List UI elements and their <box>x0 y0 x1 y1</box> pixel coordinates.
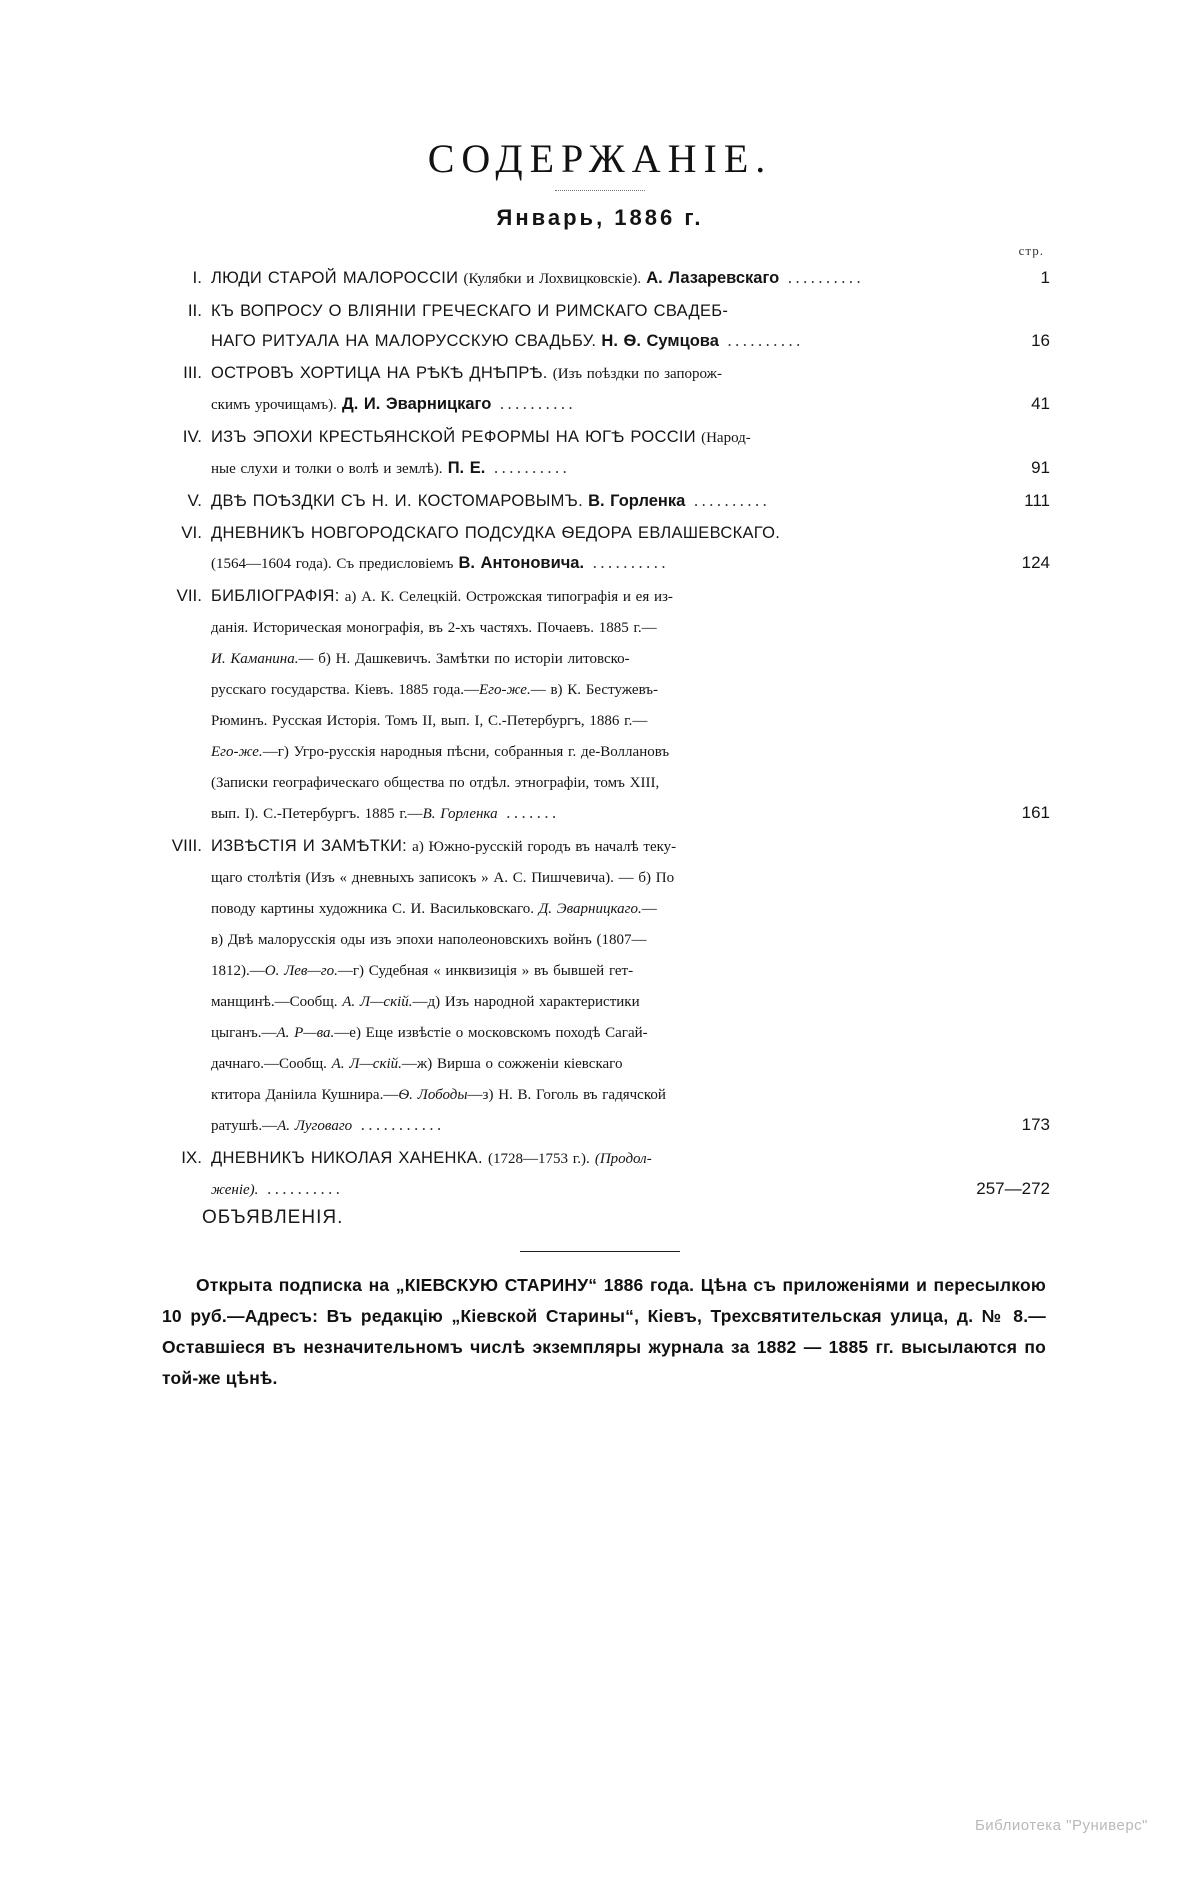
toc-entry-title: ные слухи и толки о волѣ и землѣ). П. Е. .......... <box>211 458 571 477</box>
toc-entry-line: цыганъ.—А. Р—ва.—е) Еще извѣстіе о московскомъ походѣ Сагай- <box>211 1025 648 1041</box>
toc-entry-line: в) Двѣ малорусскія оды изъ эпохи наполеоновскихъ войнъ (1807— <box>211 932 647 948</box>
toc-entry-last-line <box>211 1174 1050 1205</box>
toc-entry-last-line <box>211 326 1050 356</box>
toc-entry-line: БИБЛІОГРАФІЯ: а) А. К. Селецкій. Острожская типографія и ея из- <box>211 587 673 605</box>
toc-entry-line: 1812).—О. Лев—го.—г) Судебная « инквизиція » въ бывшей гет- <box>211 963 634 979</box>
library-watermark: Библиотека "Руниверс" <box>974 1817 1148 1834</box>
toc-entry-page: 1 <box>1040 268 1050 287</box>
toc-entry-line: И. Каманина.— б) Н. Дашкевичъ. Замѣтки по исторіи литовско- <box>211 651 630 667</box>
toc-entry-line: щаго столѣтія (Изъ « дневныхъ записокъ » А. С. Пишчевича). — б) По <box>211 870 675 886</box>
toc-entry-line: дачнаго.—Сообщ. А. Л—скій.—ж) Вирша о сожженіи кіевскаго <box>211 1056 623 1072</box>
toc-entry-number: VIII. <box>171 836 202 855</box>
toc-leader-dots: ....... <box>497 803 560 822</box>
toc-entry-last-line <box>211 486 1050 516</box>
toc-entry-number: IV. <box>182 427 202 446</box>
toc-entry[interactable] <box>150 486 1050 516</box>
toc-entry-last-line <box>211 453 1050 484</box>
toc-entry-title: ратушѣ.—А. Луговаго ........... <box>211 1115 445 1134</box>
section-divider <box>520 1251 680 1252</box>
toc-entry[interactable] <box>150 296 1050 356</box>
toc-entry-body <box>211 422 1050 484</box>
toc-leader-dots: .......... <box>491 394 577 413</box>
toc-leader-dots: .......... <box>685 491 771 510</box>
toc-entry-number: V. <box>187 491 202 510</box>
toc-entry[interactable] <box>150 422 1050 484</box>
toc-entry-page: 111 <box>1024 491 1050 510</box>
toc-entry-last-line <box>211 389 1050 420</box>
toc-leader-dots: ........... <box>352 1115 445 1134</box>
toc-entry-body <box>211 1143 1050 1205</box>
toc-entry-page: 41 <box>1031 394 1050 413</box>
toc-entry[interactable] <box>150 1143 1050 1205</box>
toc-entry-page: 173 <box>1021 1115 1050 1134</box>
issue-subtitle: Январь, 1886 г. <box>496 205 704 230</box>
toc-entry-title: ДВѢ ПОѢЗДКИ СЪ Н. И. КОСТОМАРОВЫМЪ. В. Горленка .......... <box>211 491 771 510</box>
toc-entry-page: 16 <box>1031 331 1050 350</box>
toc-entry-line: манщинѣ.—Сообщ. А. Л—скій.—д) Изъ народной характеристики <box>211 994 640 1010</box>
toc-entry-line: ДНЕВНИКЪ НОВГОРОДСКАГО ПОДСУДКА ѲЕДОРА ЕВЛАШЕВСКАГО. <box>211 524 781 542</box>
toc-entry-line: Его-же.—г) Угро-русскія народныя пѣсни, собранныя г. де-Воллановъ <box>211 744 670 760</box>
toc-entry[interactable] <box>150 518 1050 579</box>
toc-leader-dots: .......... <box>718 331 804 350</box>
toc-entry[interactable] <box>150 263 1050 294</box>
toc-entry-number: IX. <box>181 1148 202 1167</box>
toc-leader-dots: .......... <box>258 1179 344 1198</box>
toc-entry-line: Рюминъ. Русская Исторія. Томъ II, вып. I, С.-Петербургъ, 1886 г.— <box>211 713 648 729</box>
toc-entry[interactable] <box>150 581 1050 829</box>
toc-entry-line: ДНЕВНИКЪ НИКОЛАЯ ХАНЕНКА. (1728—1753 г.). (Продол- <box>211 1149 652 1167</box>
toc-entry-number: I. <box>192 268 202 287</box>
toc-entry-line: русскаго государства. Кіевъ. 1885 года.—Его-же.— в) К. Бестужевъ- <box>211 682 659 698</box>
toc-entry-number: VII. <box>176 586 202 605</box>
toc-entry[interactable] <box>150 358 1050 420</box>
toc-entry-number: II. <box>187 301 202 320</box>
toc-entry-title: женіе). .......... <box>211 1179 344 1198</box>
toc-leader-dots: .......... <box>485 458 571 477</box>
subscription-notice <box>162 1270 1046 1394</box>
toc-entry-line: поводу картины художника С. И. Васильковскаго. Д. Эварницкаго.— <box>211 901 657 917</box>
toc-entry-body <box>211 263 1050 294</box>
toc-entry-number: VI. <box>181 523 202 542</box>
announcements-label: ОБЪЯВЛЕНІЯ. <box>202 1207 344 1228</box>
toc-entry-title: ЛЮДИ СТАРОЙ МАЛОРОССІИ (Кулябки и Лохвицковскіе). А. Лазаревскаго .......... <box>211 268 865 287</box>
toc-entry-page: 257—272 <box>976 1179 1050 1198</box>
toc-entry-title: вып. I). С.-Петербургъ. 1885 г.—В. Горленка ....... <box>211 803 560 822</box>
toc-entry-line: ИЗЪ ЭПОХИ КРЕСТЬЯНСКОЙ РЕФОРМЫ НА ЮГѢ РОССІИ (Народ- <box>211 428 751 446</box>
toc-entry-line: КЪ ВОПРОСУ О ВЛІЯНІИ ГРЕЧЕСКАГО И РИМСКАГО СВАДЕБ- <box>211 302 729 320</box>
toc-entry-last-line <box>211 798 1050 829</box>
toc-entry-line: (Записки географическаго общества по отдѣл. этнографіи, томъ XIII, <box>211 775 660 791</box>
toc-entry-title: (1564—1604 года). Съ предисловіемъ В. Антоновича. .......... <box>211 553 669 572</box>
toc-entry-title: скимъ урочищамъ). Д. И. Эварницкаго .......... <box>211 394 577 413</box>
toc-entry-body <box>211 486 1050 516</box>
title-divider <box>555 190 645 191</box>
page-title: СОДЕРЖАНІЕ. <box>427 136 773 181</box>
toc-entry-line: ОСТРОВЪ ХОРТИЦА НА РѢКѢ ДНѢПРѢ. (Изъ поѣздки по запорож- <box>211 364 722 382</box>
toc-leader-dots: .......... <box>779 268 865 287</box>
toc-entry-last-line <box>211 263 1050 294</box>
page-column-header: стр. <box>1018 243 1044 258</box>
toc-entry[interactable] <box>150 831 1050 1141</box>
table-of-contents <box>150 263 1050 1205</box>
toc-entry-body <box>211 296 1050 356</box>
toc-entry-line: ктитора Даніила Кушнира.—Ѳ. Лободы—з) Н. В. Гоголь въ гадячской <box>211 1087 666 1103</box>
toc-entry-page: 91 <box>1031 458 1050 477</box>
toc-entry-number: III. <box>183 363 202 382</box>
toc-entry-last-line <box>211 548 1050 579</box>
subscription-notice-text: Открыта подписка на „КІЕВСКУЮ СТАРИНУ“ 1886 года. Цѣна съ приложеніями и пересылкою 10 руб.—Адресъ: Въ редакцію „Кіевской Старины“, Кіевъ, Трехсвятительская улица, д. № 8.—Оставшіеся въ незначительномъ числѣ экземпляры журнала за 1882 — 1885 гг. высылаются по той-же цѣнѣ. <box>162 1275 1046 1388</box>
toc-leader-dots: .......... <box>584 553 669 572</box>
toc-entry-body <box>211 581 1050 829</box>
toc-entry-line: данія. Историческая монографія, въ 2-хъ частяхъ. Почаевъ. 1885 г.— <box>211 620 657 636</box>
toc-entry-body <box>211 358 1050 420</box>
toc-entry-body <box>211 831 1050 1141</box>
toc-entry-page: 161 <box>1021 803 1050 822</box>
toc-entry-line: ИЗВѢСТІЯ И ЗАМѢТКИ: а) Южно-русскій городъ въ началѣ теку- <box>211 837 677 855</box>
toc-entry-title: НАГО РИТУАЛА НА МАЛОРУССКУЮ СВАДЬБУ. Н. Ѳ. Сумцова .......... <box>211 331 804 350</box>
toc-entry-page: 124 <box>1021 553 1050 572</box>
toc-entry-last-line <box>211 1110 1050 1141</box>
page-content <box>150 135 1050 1394</box>
toc-entry-body <box>211 518 1050 579</box>
